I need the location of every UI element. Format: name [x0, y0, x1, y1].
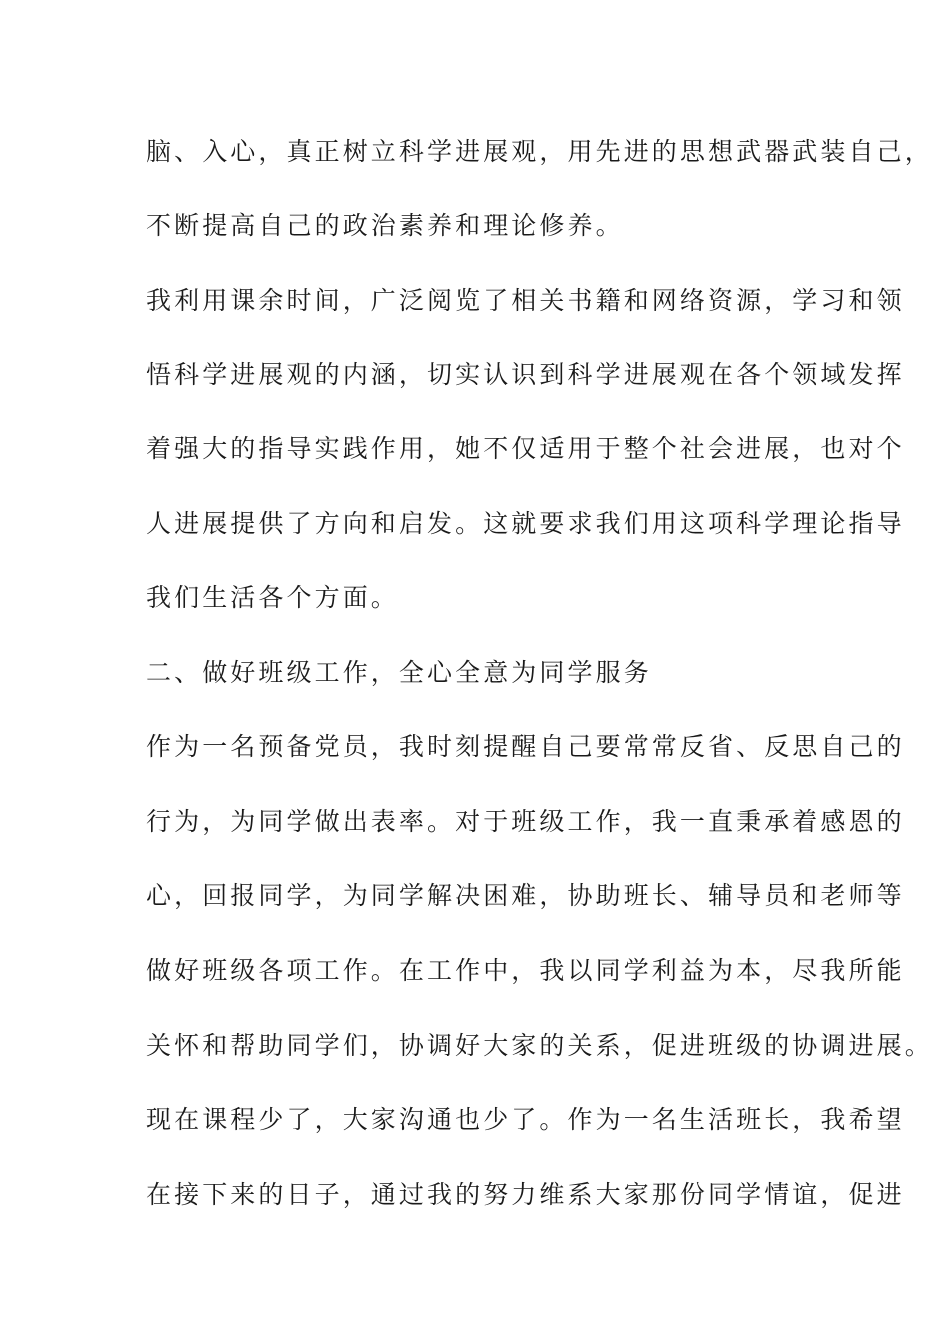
paragraph-line: 着强大的指导实践作用，她不仅适用于整个社会进展，也对个 [146, 434, 905, 463]
paragraph-line: 我利用课余时间，广泛阅览了相关书籍和网络资源，学习和领 [146, 286, 905, 315]
paragraph-line: 人进展提供了方向和启发。这就要求我们用这项科学理论指导 [146, 509, 905, 538]
paragraph-line: 脑、入心，真正树立科学进展观，用先进的思想武器武装自己， [146, 137, 933, 166]
paragraph-line: 作为一名预备党员，我时刻提醒自己要常常反省、反思自己的 [146, 732, 905, 761]
paragraph-line: 现在课程少了，大家沟通也少了。作为一名生活班长，我希望 [146, 1105, 905, 1134]
paragraph-line: 在接下来的日子，通过我的努力维系大家那份同学情谊，促进 [146, 1180, 905, 1209]
paragraph-line: 做好班级各项工作。在工作中，我以同学利益为本，尽我所能 [146, 956, 905, 985]
paragraph-line: 心，回报同学，为同学解决困难，协助班长、辅导员和老师等 [146, 881, 905, 910]
paragraph-line: 悟科学进展观的内涵，切实认识到科学进展观在各个领域发挥 [146, 360, 905, 389]
paragraph-line: 不断提高自己的政治素养和理论修养。 [146, 211, 624, 240]
paragraph-line: 行为，为同学做出表率。对于班级工作，我一直秉承着感恩的 [146, 807, 905, 836]
paragraph-line: 关怀和帮助同学们，协调好大家的关系，促进班级的协调进展。 [146, 1031, 933, 1060]
section-heading: 二、做好班级工作，全心全意为同学服务 [146, 658, 652, 687]
paragraph-line: 我们生活各个方面。 [146, 583, 399, 612]
